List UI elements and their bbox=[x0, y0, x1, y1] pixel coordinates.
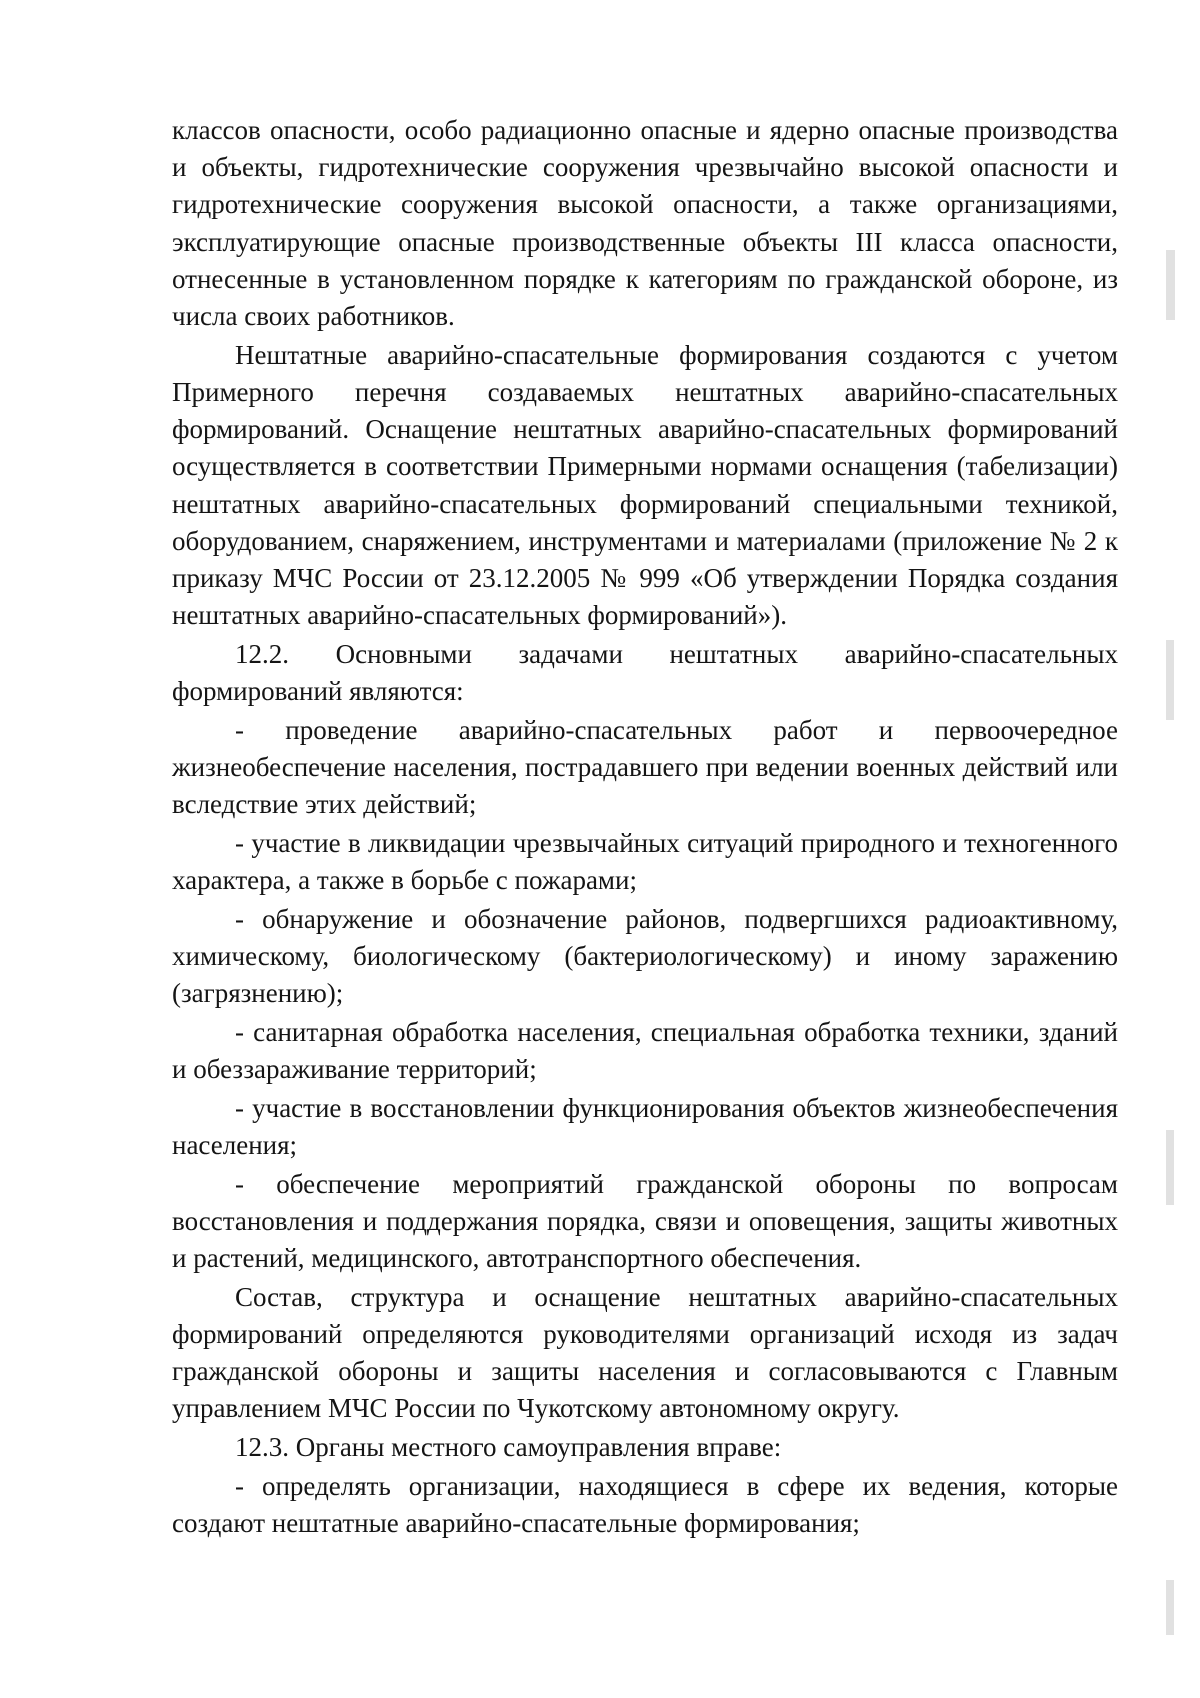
paragraph: классов опасности, особо радиационно опасные и ядерно опасные производства и объекты, гидротехнические сооружения чрезвычайно высокой опасности и гидротехнические сооружения высокой опасности, а также организациями, эксплуатирующие опасные производственные объекты III класса опасности, отнесенные в установленном порядке к категориям по гражданской обороне, из числа своих работников. bbox=[172, 115, 1118, 332]
paragraph: Нештатные аварийно-спасательные формирования создаются с учетом Примерного перечня создаваемых нештатных аварийно-спасательных формирований. Оснащение нештатных аварийно-спасательных формирований осуществляется в соответствии Примерными нормами оснащения (табелизации) нештатных аварийно-спасательных формирований специальными техникой, оборудованием, снаряжением, инструментами и материалами (приложение № 2 к приказу МЧС России от 23.12.2005 № 999 «Об утверждении Порядка создания нештатных аварийно-спасательных формирований»). bbox=[172, 339, 1118, 631]
list-item: - проведение аварийно-спасательных работ и первоочередное жизнеобеспечение населения, пострадавшего при ведении военных действий или вследствие этих действий; bbox=[172, 714, 1118, 820]
list-item: - обнаружение и обозначение районов, подвергшихся радиоактивному, химическому, биологическому (бактериологическому) и иному заражению (загрязнению); bbox=[172, 903, 1118, 1009]
section-heading-12-3: 12.3. Органы местного самоуправления вправе: bbox=[235, 1432, 782, 1463]
scan-artifact bbox=[1166, 1580, 1174, 1635]
list-item: - определять организации, находящиеся в сфере их ведения, которые создают нештатные аварийно-спасательные формирования; bbox=[172, 1470, 1118, 1539]
list-item: - обеспечение мероприятий гражданской обороны по вопросам восстановления и поддержания порядка, связи и оповещения, защиты животных и растений, медицинского, автотранспортного обеспечения. bbox=[172, 1168, 1118, 1274]
list-item: - санитарная обработка населения, специальная обработка техники, зданий и обеззараживание территорий; bbox=[172, 1016, 1118, 1085]
paragraph: Состав, структура и оснащение нештатных аварийно-спасательных формирований определяются руководителями организаций исходя из задач гражданской обороны и защиты населения и согласовываются с Главным управлением МЧС России по Чукотскому автономному округу. bbox=[172, 1281, 1118, 1424]
section-heading-12-2: 12.2. Основными задачами нештатных аварийно-спасательных формирований являются: bbox=[172, 638, 1118, 707]
scan-artifact bbox=[1166, 640, 1174, 720]
scan-artifact bbox=[1166, 1130, 1174, 1205]
body-text bbox=[172, 112, 1118, 1542]
list-item: - участие в восстановлении функционирования объектов жизнеобеспечения населения; bbox=[172, 1092, 1118, 1160]
scan-artifact bbox=[1166, 250, 1175, 320]
list-item: - участие в ликвидации чрезвычайных ситуаций природного и техногенного характера, а также в борьбе с пожарами; bbox=[172, 827, 1118, 896]
